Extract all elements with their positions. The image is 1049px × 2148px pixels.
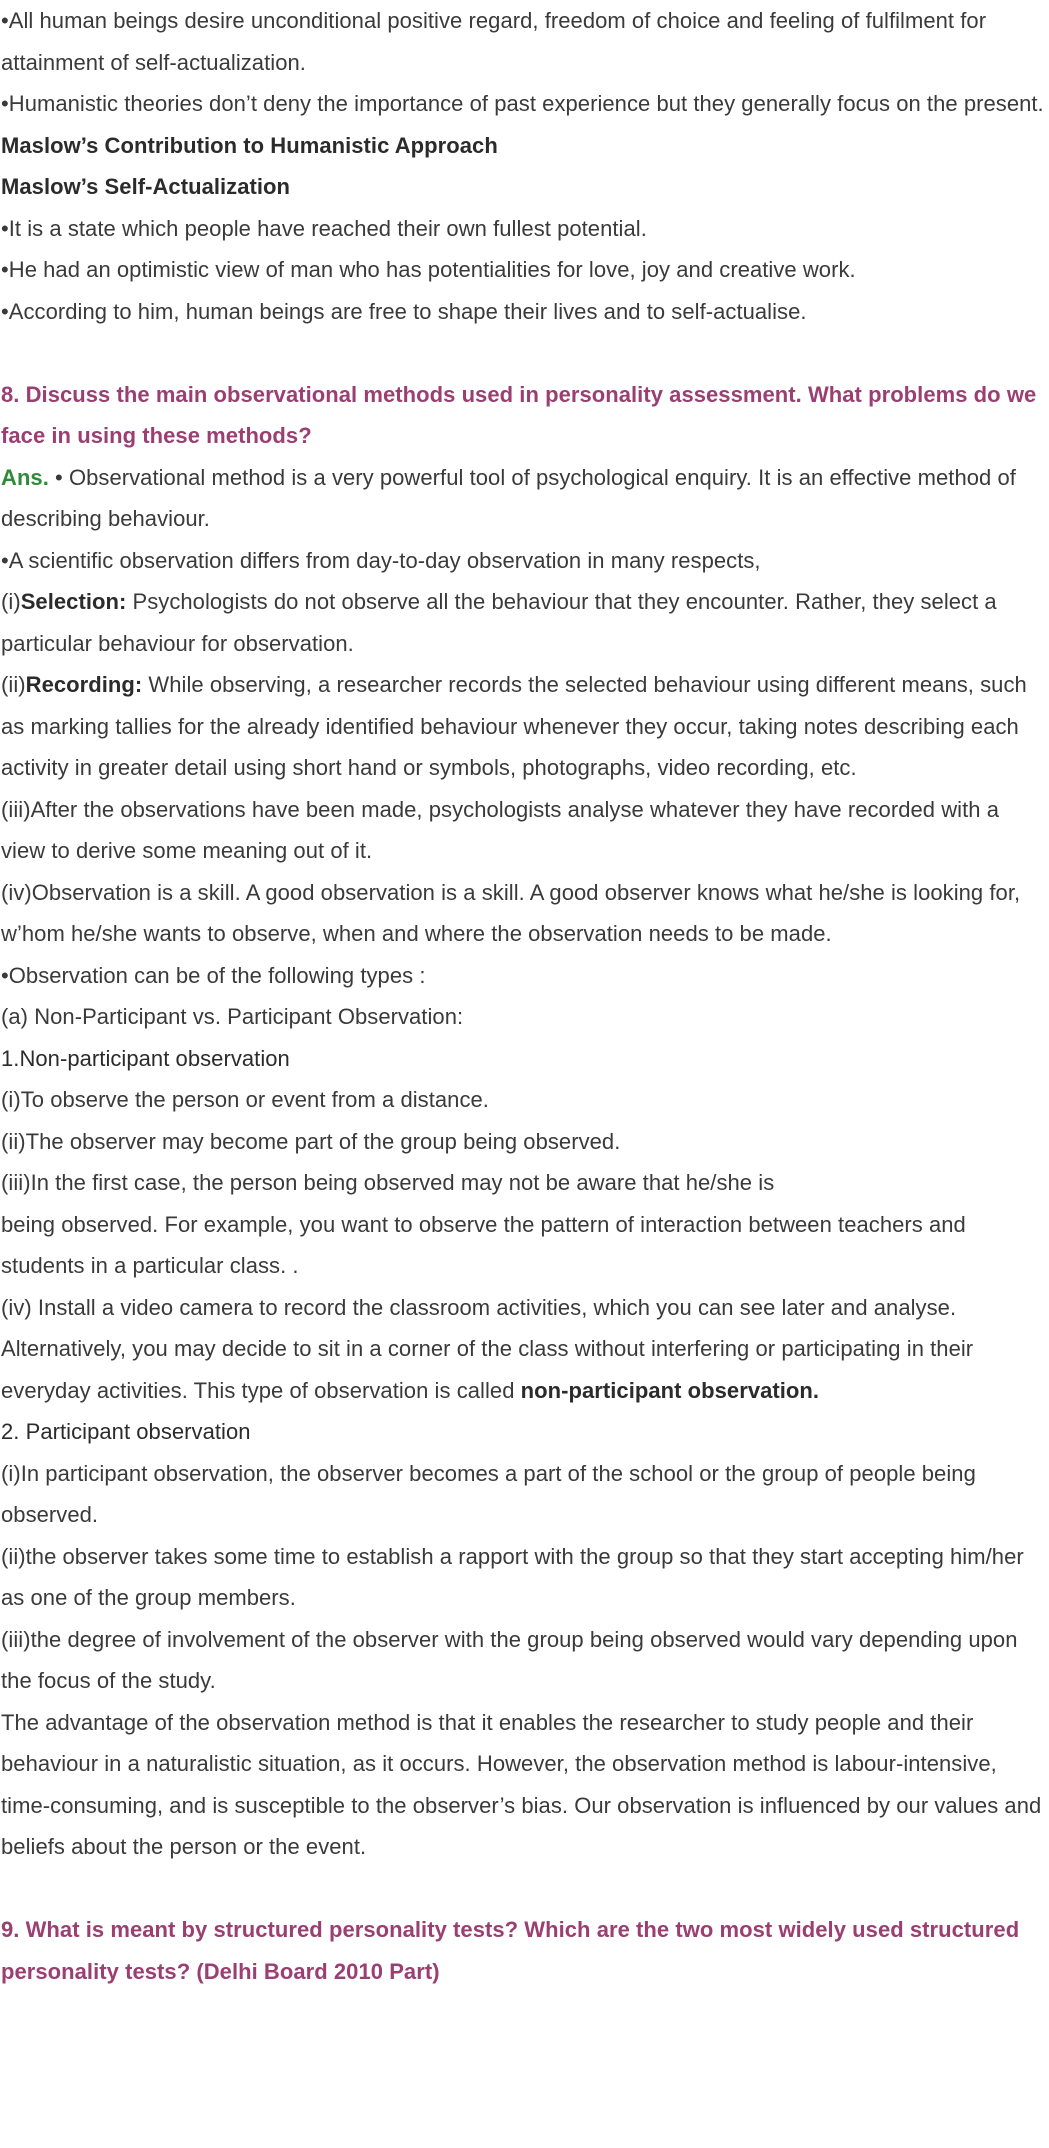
list-item: (iii)After the observations have been made, psychologists analyse whatever they have recorded with a view to derive some meaning out of it. — [1, 796, 999, 863]
term-non-participant: non-participant observation. — [520, 1377, 820, 1403]
list-item: (iv)Observation is a skill. A good observation is a skill. A good observer knows what he/she is looking for, w’hom he/she wants to observe, when and where the observation needs to be made. — [1, 879, 1021, 946]
bullet-paragraph: •A scientific observation differs from day-to-day observation in many respects, — [1, 547, 761, 573]
list-prefix: (ii) — [1, 672, 26, 697]
section-heading: Maslow’s Self-Actualization — [1, 174, 291, 199]
section-heading: 1.Non-participant observation — [1, 1045, 290, 1071]
term-recording: Recording: — [25, 672, 143, 697]
list-item-selection — [1, 581, 1049, 664]
list-item: (ii)The observer may become part of the group being observed. — [1, 1128, 621, 1154]
question-8: 8. Discuss the main observational methods used in personality assessment. What problems do we face in using these methods? — [1, 381, 1037, 448]
spacer — [1, 1868, 1049, 1910]
spacer — [1, 332, 1049, 374]
paragraph: The advantage of the observation method is that it enables the researcher to study people and their behaviour in a naturalistic situation, as it occurs. However, the observation method is labour-intensive, time-consuming, and is susceptible to the observer’s bias. Our observation is influenced by our values and beliefs about the person or the event. — [1, 1709, 1042, 1859]
term-text: While observing, a researcher records the selected behaviour using different means, such as marking tallies for the already identified behaviour whenever they occur, taking notes describing each activity in greater detail using short hand or symbols, photographs, video recording, etc. — [1, 672, 1027, 780]
bullet-paragraph: •He had an optimistic view of man who has potentialities for love, joy and creative work. — [1, 257, 856, 282]
bullet-paragraph: •All human beings desire unconditional positive regard, freedom of choice and feeling of fulfilment for attainment of self-actualization. — [1, 8, 987, 75]
list-prefix: (i) — [1, 589, 21, 614]
bullet-paragraph: •Humanistic theories don’t deny the importance of past experience but they generally focus on the present. — [1, 91, 1044, 116]
list-item-text: (iv) Install a video camera to record the classroom activities, which you can see later and analyse. Alternatively, you may decide to sit in a corner of the class without interfering or participating in their everyday activities. This type of observation is called — [1, 1294, 974, 1403]
list-item: (ii)the observer takes some time to establish a rapport with the group so that they start accepting him/her as one of the group members. — [1, 1543, 1024, 1610]
term-text: Psychologists do not observe all the behaviour that they encounter. Rather, they select a particular behaviour for observation. — [1, 589, 997, 656]
list-item: (i)In participant observation, the observer becomes a part of the school or the group of people being observed. — [1, 1460, 976, 1527]
list-item — [1, 1287, 1049, 1412]
sub-heading: (a) Non-Participant vs. Participant Observation: — [1, 1004, 464, 1029]
question-9: 9. What is meant by structured personality tests? Which are the two most widely used structured personality tests? (Delhi Board 2010 Part) — [1, 1917, 1020, 1984]
section-heading: 2. Participant observation — [1, 1419, 251, 1444]
list-item: (iii)In the first case, the person being observed may not be aware that he/she is — [1, 1170, 775, 1195]
bullet-paragraph: •According to him, human beings are free to shape their lives and to self-actualise. — [1, 298, 807, 324]
bullet-paragraph: •It is a state which people have reached their own fullest potential. — [1, 215, 647, 241]
list-item: (i)To observe the person or event from a distance. — [1, 1087, 489, 1112]
answer-paragraph — [1, 457, 1049, 540]
list-item: (iii)the degree of involvement of the observer with the group being observed would vary depending upon the focus of the study. — [1, 1626, 1018, 1693]
list-item: being observed. For example, you want to observe the pattern of interaction between teachers and students in a particular class. . — [1, 1211, 966, 1278]
list-item-recording — [1, 664, 1049, 789]
answer-label: Ans. — [1, 464, 49, 490]
answer-text: • Observational method is a very powerful tool of psychological enquiry. It is an effective method of describing behaviour. — [1, 464, 1016, 531]
section-heading: Maslow’s Contribution to Humanistic Approach — [1, 132, 498, 158]
bullet-paragraph: •Observation can be of the following types : — [1, 962, 426, 988]
term-selection: Selection: — [20, 589, 127, 614]
